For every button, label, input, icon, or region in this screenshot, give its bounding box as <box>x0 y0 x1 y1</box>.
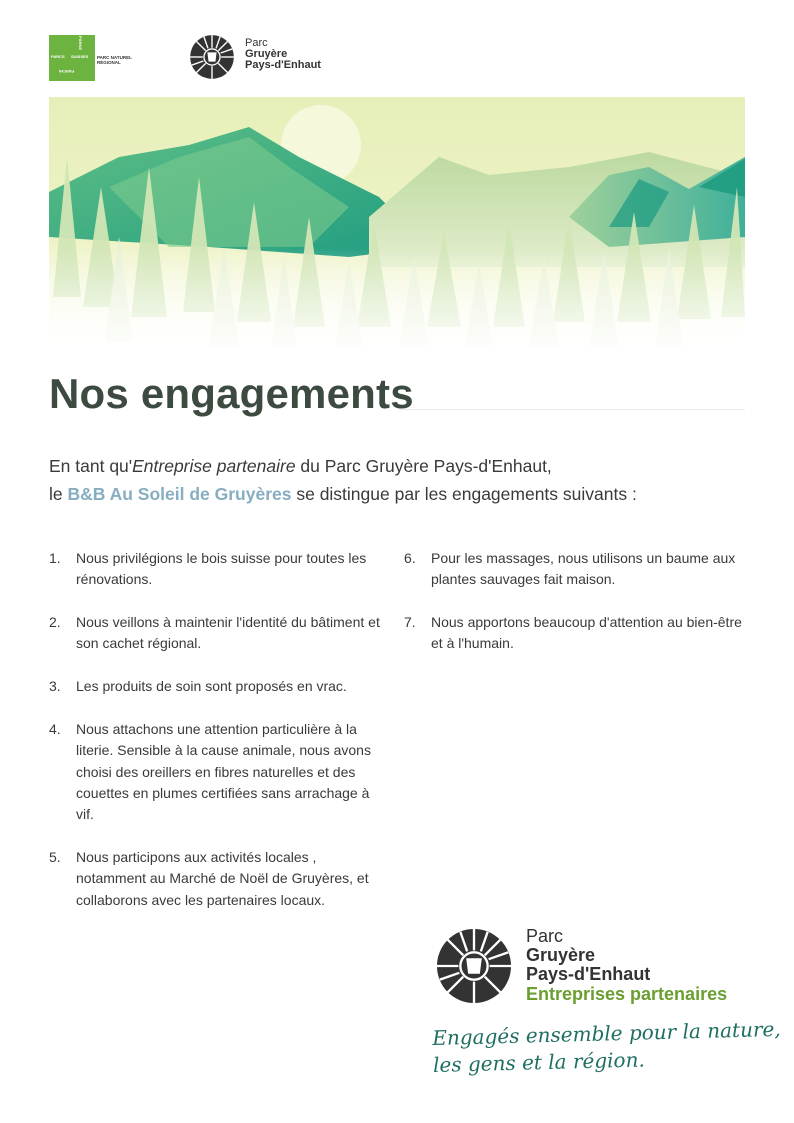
page-title: Nos engagements <box>49 370 414 417</box>
list-item <box>49 548 389 591</box>
list-item <box>49 676 389 697</box>
business-name: B&B Au Soleil de Gruyères <box>67 484 292 504</box>
intro-line-2 <box>49 480 749 508</box>
item-number: 1. <box>49 550 61 566</box>
park-emblem-icon <box>189 34 235 80</box>
footer-logo-line: Pays-d'Enhaut <box>526 964 651 984</box>
logo-word: PÄRKE <box>78 35 84 51</box>
intro-line-1 <box>49 452 749 480</box>
park-logo-line: Gruyère <box>245 48 288 60</box>
footer-logo-text <box>526 927 727 1004</box>
logo-word: PARCS <box>51 54 65 59</box>
commitments-list-right <box>404 548 749 676</box>
swiss-logo-caption: PARC NATUREL RÉGIONAL <box>97 55 132 65</box>
list-item <box>49 847 389 911</box>
footer-partners-label: Entreprises partenaires <box>526 984 728 1004</box>
title-divider <box>400 409 745 410</box>
item-text: Nous veillons à maintenir l'identité du bâtiment et son cachet régional. <box>76 614 380 652</box>
item-text: Nous participons aux activités locales , notamment au Marché de Noël de Gruyères, et collaborons avec les partenaires locaux. <box>76 848 369 908</box>
item-text: Nous attachons une attention particulière à la literie. Sensible à la cause animale, nous avons choisi des oreillers en fibres naturelles et des couettes en plumes certifiées sans arrachage à vif. <box>76 720 371 823</box>
intro-text: se distingue par les engagements suivants : <box>291 484 637 504</box>
intro-emphasis: Entreprise partenaire <box>132 456 296 476</box>
item-number: 4. <box>49 720 61 737</box>
intro-text: du Parc Gruyère Pays-d'Enhaut, <box>295 456 552 476</box>
park-emblem-large-icon <box>434 927 514 1005</box>
park-logo-line: Pays-d'Enhaut <box>245 59 321 71</box>
footer-logo-line: Gruyère <box>526 945 596 965</box>
footer-logo-line: Parc <box>526 926 564 946</box>
logo-word: SUISSES <box>71 54 89 59</box>
list-item <box>49 719 389 825</box>
item-text: Les produits de soin sont proposés en vrac. <box>76 678 347 695</box>
item-text: Nous privilégions le bois suisse pour toutes les rénovations. <box>76 550 367 588</box>
item-number: 6. <box>404 550 416 566</box>
intro-text: le <box>49 484 68 504</box>
park-logo-text <box>245 38 321 71</box>
intro-text: En tant qu' <box>49 456 133 476</box>
item-number: 2. <box>49 614 61 631</box>
item-number: 5. <box>49 848 61 865</box>
tagline-line: Engagés ensemble pour la nature, <box>432 1016 781 1050</box>
commitments-list-left <box>49 548 389 932</box>
tagline-line: les gens et la région. <box>432 1047 646 1077</box>
swiss-parks-logo <box>49 35 95 81</box>
item-text: Nous apportons beaucoup d'attention au bien-être et à l'humain. <box>431 614 742 652</box>
list-item <box>49 612 389 655</box>
item-number: 3. <box>49 678 61 695</box>
landscape-banner <box>49 97 745 355</box>
item-number: 7. <box>404 614 416 631</box>
item-text: Pour les massages, nous utilisons un baume aux plantes sauvages fait maison. <box>431 550 736 588</box>
list-item <box>404 612 749 655</box>
intro-paragraph <box>49 452 749 508</box>
logo-word: PARCHI <box>59 69 75 74</box>
list-item <box>404 548 749 591</box>
tagline <box>432 1016 782 1079</box>
park-logo-line: Parc <box>245 37 268 49</box>
header <box>49 34 369 82</box>
